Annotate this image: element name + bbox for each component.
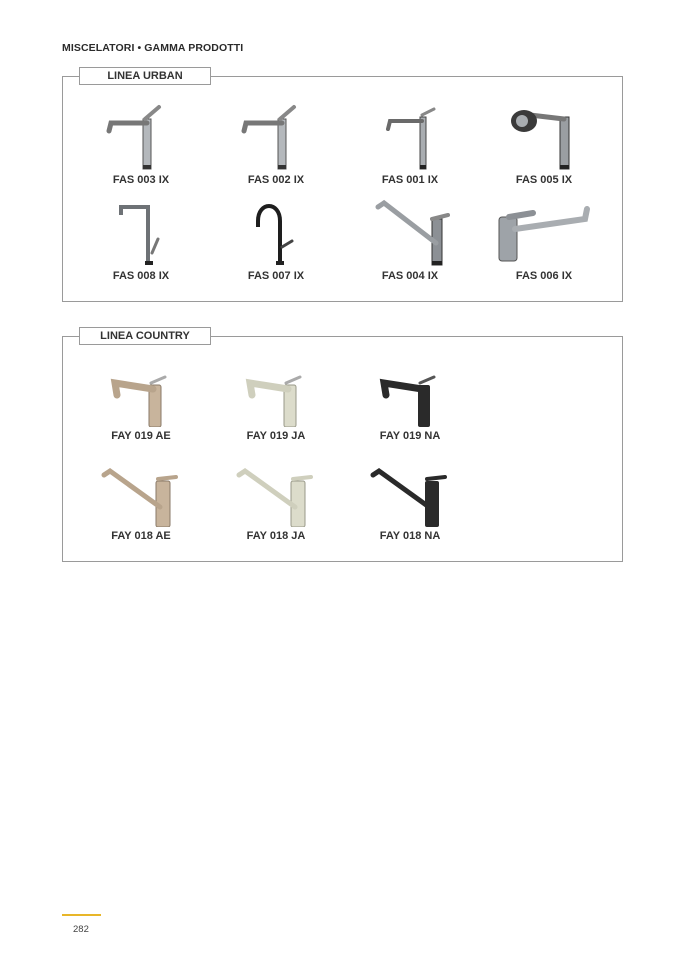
product-fas-004-ix[interactable] <box>355 199 465 282</box>
product-fas-003-ix[interactable] <box>86 103 196 186</box>
pullout-faucet-icon <box>101 375 181 427</box>
product-fay-019-ja[interactable] <box>221 375 331 442</box>
product-code: FAS 007 IX <box>247 270 305 282</box>
long-spout-faucet-icon <box>365 467 455 527</box>
pullout-faucet-icon <box>370 375 450 427</box>
product-fas-008-ix[interactable] <box>86 199 196 282</box>
product-code: FAS 005 IX <box>515 174 573 186</box>
long-spout-faucet-icon <box>489 199 599 267</box>
product-code: FAS 006 IX <box>515 270 573 282</box>
country-section-title: LINEA COUNTRY <box>79 327 211 345</box>
product-code: FAY 019 AE <box>111 430 171 442</box>
product-code: FAY 018 JA <box>246 530 306 542</box>
product-fay-018-na[interactable] <box>355 467 465 542</box>
product-fas-007-ix[interactable] <box>221 199 331 282</box>
urban-section-title: LINEA URBAN <box>79 67 211 85</box>
urban-section <box>62 70 623 302</box>
product-fay-018-ae[interactable] <box>86 467 196 542</box>
product-fas-002-ix[interactable] <box>221 103 331 186</box>
product-code: FAY 019 NA <box>379 430 441 442</box>
long-spout-faucet-icon <box>96 467 186 527</box>
pullout-faucet-icon <box>236 103 316 171</box>
pullout-faucet-icon <box>236 375 316 427</box>
page-number: 282 <box>73 924 89 935</box>
product-code: FAY 019 JA <box>246 430 306 442</box>
product-fay-019-na[interactable] <box>355 375 465 442</box>
product-fas-001-ix[interactable] <box>355 103 465 186</box>
product-code: FAS 001 IX <box>381 174 439 186</box>
product-code: FAS 008 IX <box>112 270 170 282</box>
country-section <box>62 330 623 562</box>
angled-faucet-icon <box>101 199 181 267</box>
product-code: FAS 004 IX <box>381 270 439 282</box>
product-fay-018-ja[interactable] <box>221 467 331 542</box>
footer-accent-line <box>62 914 101 916</box>
product-code: FAS 002 IX <box>247 174 305 186</box>
product-fay-019-ae[interactable] <box>86 375 196 442</box>
long-spout-faucet-icon <box>231 467 321 527</box>
long-spout-faucet-icon <box>370 199 450 267</box>
pullout-faucet-icon <box>101 103 181 171</box>
page-header: MISCELATORI • GAMMA PRODOTTI <box>62 42 244 54</box>
product-code: FAY 018 NA <box>379 530 441 542</box>
straight-faucet-icon <box>370 103 450 171</box>
gooseneck-faucet-icon <box>236 199 316 267</box>
product-fas-005-ix[interactable] <box>489 103 599 186</box>
product-code: FAY 018 AE <box>111 530 171 542</box>
product-code: FAS 003 IX <box>112 174 170 186</box>
product-fas-006-ix[interactable] <box>489 199 599 282</box>
spray-faucet-icon <box>504 103 584 171</box>
